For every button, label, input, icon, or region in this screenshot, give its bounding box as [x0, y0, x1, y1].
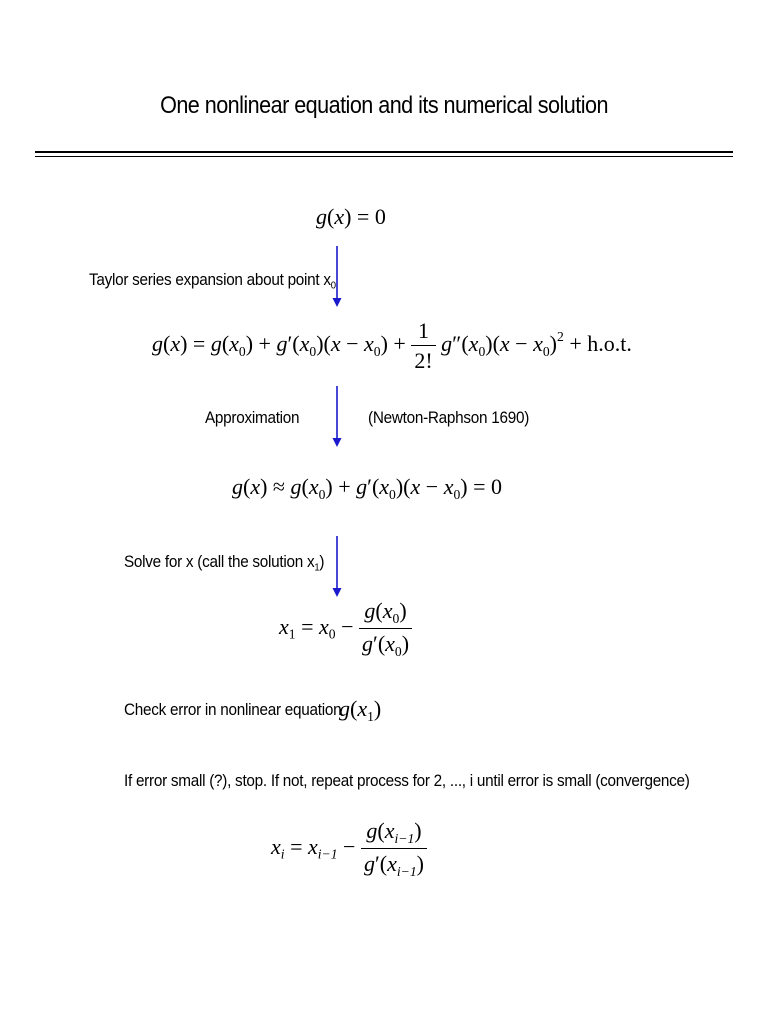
- taylor-label: Taylor series expansion about point $x_0$: [89, 270, 336, 292]
- page-title: One nonlinear equation and its numerical solution: [160, 92, 608, 119]
- newton-raphson-label: (Newton-Raphson 1690): [368, 408, 530, 427]
- repeat-label: If error small (?), stop. If not, repeat process for 2, ..., i until error is small (convergence): [124, 771, 690, 790]
- title-divider-thin: [35, 156, 733, 157]
- equation-newton-step-one: $x_1 = x_0$ − $\frac{g(x_0)}{g'(x_0)}$: [279, 598, 412, 660]
- equation-newton-general-step: $x_i = x_{i-1}$ − $\frac{g(x_{i-1})}{g'(x_{i-1})}$: [271, 818, 427, 880]
- fraction-one-over-two-factorial: $\frac{1}{2!}$: [411, 318, 435, 374]
- approximation-label: Approximation: [205, 408, 300, 427]
- fraction-g-over-gprime: $\frac{g(x_0)}{g'(x_0)}$: [359, 598, 412, 660]
- equation-taylor-expansion: $g(x) = g(x_0) + g'(x_0)(x - x_0)$ + $\frac{1}{2!}$ $g''(x_0)(x - x_0)^2 + h.o.t$.: [152, 318, 632, 373]
- down-arrow-icon: [331, 386, 343, 448]
- title-divider: [35, 151, 733, 153]
- down-arrow-icon: [331, 536, 343, 598]
- check-error-label: Check error in nonlinear equation: [124, 700, 342, 719]
- equation-gx-equals-zero: g(x) = 0: [316, 204, 386, 229]
- solve-label: Solve for x (call the solution $x_1$): [124, 552, 325, 574]
- equation-linear-approximation: $g(x) \approx g(x_0) + g'(x_0)(x - x_0) = 0$: [232, 474, 503, 502]
- equation-g-x1: $g(x_1)$: [339, 696, 382, 724]
- fraction-g-over-gprime-general: $\frac{g(x_{i-1})}{g'(x_{i-1})}$: [361, 818, 427, 880]
